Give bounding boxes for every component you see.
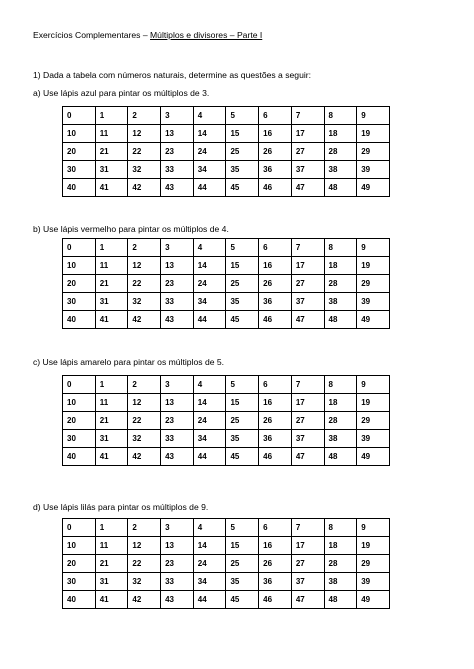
table-row (63, 143, 390, 161)
number-cell[interactable]: 32 (128, 293, 161, 311)
number-cell[interactable]: 37 (291, 293, 324, 311)
number-cell[interactable]: 46 (259, 179, 292, 197)
table-row (63, 394, 390, 412)
instruction-d: d) Use lápis lilás para pintar os múltiplos de 9. (33, 502, 209, 512)
number-cell[interactable]: 5 (226, 107, 259, 125)
number-cell[interactable]: 1 (95, 376, 128, 394)
number-cell[interactable]: 39 (357, 430, 390, 448)
number-cell[interactable]: 43 (161, 448, 194, 466)
number-cell[interactable]: 24 (193, 143, 226, 161)
number-cell[interactable]: 28 (324, 143, 357, 161)
number-cell[interactable]: 29 (357, 143, 390, 161)
number-cell[interactable]: 14 (193, 125, 226, 143)
number-cell[interactable]: 38 (324, 293, 357, 311)
number-cell[interactable]: 41 (95, 311, 128, 329)
number-cell[interactable]: 34 (193, 573, 226, 591)
number-cell[interactable]: 37 (291, 161, 324, 179)
number-cell[interactable]: 39 (357, 293, 390, 311)
table-row (63, 293, 390, 311)
number-cell[interactable]: 3 (161, 519, 194, 537)
number-cell[interactable]: 24 (193, 275, 226, 293)
number-cell[interactable]: 19 (357, 394, 390, 412)
number-cell[interactable]: 0 (63, 519, 96, 537)
number-cell[interactable]: 47 (291, 591, 324, 609)
number-cell[interactable]: 45 (226, 311, 259, 329)
table-row (63, 311, 390, 329)
number-cell[interactable]: 25 (226, 143, 259, 161)
number-cell[interactable]: 19 (357, 537, 390, 555)
number-cell[interactable]: 31 (95, 293, 128, 311)
number-cell[interactable]: 49 (357, 179, 390, 197)
number-cell[interactable]: 11 (95, 125, 128, 143)
number-cell[interactable]: 2 (128, 376, 161, 394)
number-cell[interactable]: 14 (193, 394, 226, 412)
number-cell[interactable]: 17 (291, 125, 324, 143)
number-cell[interactable]: 9 (357, 376, 390, 394)
number-cell[interactable]: 46 (259, 448, 292, 466)
number-cell[interactable]: 33 (161, 293, 194, 311)
number-cell[interactable]: 34 (193, 430, 226, 448)
number-cell[interactable]: 17 (291, 257, 324, 275)
number-cell[interactable]: 4 (193, 519, 226, 537)
number-cell[interactable]: 22 (128, 275, 161, 293)
number-cell[interactable]: 22 (128, 143, 161, 161)
number-cell[interactable]: 34 (193, 161, 226, 179)
number-cell[interactable]: 12 (128, 257, 161, 275)
number-cell[interactable]: 44 (193, 311, 226, 329)
number-cell[interactable]: 14 (193, 537, 226, 555)
number-cell[interactable]: 27 (291, 143, 324, 161)
number-cell[interactable]: 23 (161, 275, 194, 293)
number-cell[interactable]: 43 (161, 311, 194, 329)
number-cell[interactable]: 7 (291, 239, 324, 257)
number-cell[interactable]: 46 (259, 311, 292, 329)
number-cell[interactable]: 15 (226, 257, 259, 275)
number-cell[interactable]: 16 (259, 125, 292, 143)
number-cell[interactable]: 49 (357, 591, 390, 609)
number-cell[interactable]: 18 (324, 394, 357, 412)
number-cell[interactable]: 10 (63, 125, 96, 143)
number-cell[interactable]: 21 (95, 412, 128, 430)
number-cell[interactable]: 15 (226, 537, 259, 555)
number-cell[interactable]: 20 (63, 412, 96, 430)
number-cell[interactable]: 27 (291, 555, 324, 573)
number-cell[interactable]: 29 (357, 412, 390, 430)
number-cell[interactable]: 49 (357, 448, 390, 466)
number-cell[interactable]: 41 (95, 448, 128, 466)
number-cell[interactable]: 47 (291, 448, 324, 466)
number-cell[interactable]: 5 (226, 376, 259, 394)
number-cell[interactable]: 22 (128, 412, 161, 430)
number-cell[interactable]: 30 (63, 293, 96, 311)
number-cell[interactable]: 30 (63, 161, 96, 179)
number-cell[interactable]: 48 (324, 311, 357, 329)
table-row (63, 239, 390, 257)
table-row (63, 519, 390, 537)
number-cell[interactable]: 32 (128, 430, 161, 448)
number-cell[interactable]: 13 (161, 257, 194, 275)
table-row (63, 591, 390, 609)
number-cell[interactable]: 47 (291, 311, 324, 329)
number-cell[interactable]: 19 (357, 257, 390, 275)
number-cell[interactable]: 11 (95, 537, 128, 555)
number-cell[interactable]: 20 (63, 143, 96, 161)
number-cell[interactable]: 0 (63, 107, 96, 125)
number-cell[interactable]: 6 (259, 107, 292, 125)
number-cell[interactable]: 39 (357, 573, 390, 591)
number-table-d (62, 518, 390, 609)
question-1: 1) Dada a tabela com números naturais, determine as questões a seguir: (33, 70, 312, 80)
number-cell[interactable]: 2 (128, 107, 161, 125)
number-cell[interactable]: 45 (226, 448, 259, 466)
number-cell[interactable]: 4 (193, 376, 226, 394)
number-cell[interactable]: 23 (161, 412, 194, 430)
number-cell[interactable]: 30 (63, 573, 96, 591)
number-cell[interactable]: 34 (193, 293, 226, 311)
number-cell[interactable]: 44 (193, 179, 226, 197)
number-cell[interactable]: 18 (324, 125, 357, 143)
number-cell[interactable]: 16 (259, 537, 292, 555)
number-cell[interactable]: 8 (324, 239, 357, 257)
number-cell[interactable]: 3 (161, 107, 194, 125)
number-cell[interactable]: 11 (95, 394, 128, 412)
number-cell[interactable]: 23 (161, 555, 194, 573)
number-cell[interactable]: 31 (95, 430, 128, 448)
number-cell[interactable]: 13 (161, 125, 194, 143)
number-cell[interactable]: 37 (291, 573, 324, 591)
table-row (63, 161, 390, 179)
number-cell[interactable]: 7 (291, 107, 324, 125)
number-cell[interactable]: 45 (226, 591, 259, 609)
number-cell[interactable]: 41 (95, 179, 128, 197)
number-cell[interactable]: 20 (63, 275, 96, 293)
number-cell[interactable]: 5 (226, 239, 259, 257)
table-row (63, 257, 390, 275)
number-cell[interactable]: 40 (63, 591, 96, 609)
number-cell[interactable]: 36 (259, 573, 292, 591)
number-cell[interactable]: 28 (324, 275, 357, 293)
number-cell[interactable]: 8 (324, 376, 357, 394)
number-cell[interactable]: 44 (193, 448, 226, 466)
number-cell[interactable]: 33 (161, 430, 194, 448)
number-cell[interactable]: 42 (128, 179, 161, 197)
title-prefix: Exercícios Complementares – (33, 30, 151, 40)
number-cell[interactable]: 26 (259, 412, 292, 430)
number-cell[interactable]: 42 (128, 448, 161, 466)
number-cell[interactable]: 36 (259, 161, 292, 179)
number-cell[interactable]: 36 (259, 293, 292, 311)
number-cell[interactable]: 2 (128, 519, 161, 537)
number-table-a (62, 106, 390, 197)
number-cell[interactable]: 49 (357, 311, 390, 329)
number-cell[interactable]: 7 (291, 519, 324, 537)
number-cell[interactable]: 20 (63, 555, 96, 573)
table-row (63, 125, 390, 143)
number-cell[interactable]: 26 (259, 275, 292, 293)
number-cell[interactable]: 9 (357, 519, 390, 537)
number-cell[interactable]: 35 (226, 573, 259, 591)
number-cell[interactable]: 26 (259, 143, 292, 161)
number-cell[interactable]: 5 (226, 519, 259, 537)
number-cell[interactable]: 29 (357, 275, 390, 293)
number-cell[interactable]: 4 (193, 239, 226, 257)
number-cell[interactable]: 9 (357, 107, 390, 125)
number-cell[interactable]: 30 (63, 430, 96, 448)
number-cell[interactable]: 29 (357, 555, 390, 573)
number-cell[interactable]: 25 (226, 555, 259, 573)
number-cell[interactable]: 28 (324, 555, 357, 573)
number-cell[interactable]: 27 (291, 275, 324, 293)
number-cell[interactable]: 4 (193, 107, 226, 125)
number-cell[interactable]: 25 (226, 412, 259, 430)
number-cell[interactable]: 15 (226, 394, 259, 412)
number-cell[interactable]: 38 (324, 430, 357, 448)
table-row (63, 555, 390, 573)
number-cell[interactable]: 37 (291, 430, 324, 448)
number-cell[interactable]: 32 (128, 573, 161, 591)
number-cell[interactable]: 28 (324, 412, 357, 430)
number-cell[interactable]: 41 (95, 591, 128, 609)
table-row (63, 179, 390, 197)
number-cell[interactable]: 18 (324, 257, 357, 275)
number-cell[interactable]: 24 (193, 555, 226, 573)
number-cell[interactable]: 43 (161, 591, 194, 609)
number-cell[interactable]: 18 (324, 537, 357, 555)
number-cell[interactable]: 38 (324, 573, 357, 591)
number-cell[interactable]: 35 (226, 161, 259, 179)
number-cell[interactable]: 3 (161, 376, 194, 394)
number-cell[interactable]: 21 (95, 555, 128, 573)
number-cell[interactable]: 10 (63, 394, 96, 412)
number-cell[interactable]: 45 (226, 179, 259, 197)
number-cell[interactable]: 19 (357, 125, 390, 143)
number-cell[interactable]: 48 (324, 591, 357, 609)
number-cell[interactable]: 6 (259, 519, 292, 537)
number-cell[interactable]: 46 (259, 591, 292, 609)
number-cell[interactable]: 23 (161, 143, 194, 161)
number-cell[interactable]: 38 (324, 161, 357, 179)
page-title (33, 30, 262, 40)
number-cell[interactable]: 6 (259, 376, 292, 394)
table-row (63, 376, 390, 394)
number-cell[interactable]: 14 (193, 257, 226, 275)
number-cell[interactable]: 48 (324, 448, 357, 466)
number-cell[interactable]: 21 (95, 143, 128, 161)
number-cell[interactable]: 9 (357, 239, 390, 257)
number-cell[interactable]: 43 (161, 179, 194, 197)
number-cell[interactable]: 27 (291, 412, 324, 430)
number-cell[interactable]: 17 (291, 537, 324, 555)
number-cell[interactable]: 35 (226, 430, 259, 448)
number-cell[interactable]: 40 (63, 311, 96, 329)
number-cell[interactable]: 1 (95, 239, 128, 257)
number-cell[interactable]: 31 (95, 161, 128, 179)
title-topic: Múltiplos e divisores – Parte I (150, 30, 263, 40)
number-cell[interactable]: 16 (259, 394, 292, 412)
number-cell[interactable]: 25 (226, 275, 259, 293)
number-cell[interactable]: 12 (128, 394, 161, 412)
instruction-c: c) Use lápis amarelo para pintar os múltiplos de 5. (33, 357, 225, 367)
number-cell[interactable]: 32 (128, 161, 161, 179)
instruction-a: a) Use lápis azul para pintar os múltiplos de 3. (33, 88, 210, 98)
table-row (63, 537, 390, 555)
number-cell[interactable]: 12 (128, 125, 161, 143)
number-cell[interactable]: 44 (193, 591, 226, 609)
number-cell[interactable]: 11 (95, 257, 128, 275)
number-cell[interactable]: 10 (63, 257, 96, 275)
number-cell[interactable]: 26 (259, 555, 292, 573)
number-cell[interactable]: 0 (63, 239, 96, 257)
number-cell[interactable]: 12 (128, 537, 161, 555)
number-cell[interactable]: 15 (226, 125, 259, 143)
number-cell[interactable]: 17 (291, 394, 324, 412)
number-cell[interactable]: 42 (128, 591, 161, 609)
number-table-c (62, 375, 390, 466)
instruction-b: b) Use lápis vermelho para pintar os múltiplos de 4. (33, 224, 229, 234)
number-cell[interactable]: 1 (95, 519, 128, 537)
number-cell[interactable]: 21 (95, 275, 128, 293)
number-cell[interactable]: 2 (128, 239, 161, 257)
number-cell[interactable]: 8 (324, 107, 357, 125)
number-cell[interactable]: 3 (161, 239, 194, 257)
number-cell[interactable]: 0 (63, 376, 96, 394)
number-cell[interactable]: 13 (161, 394, 194, 412)
number-cell[interactable]: 22 (128, 555, 161, 573)
number-cell[interactable]: 31 (95, 573, 128, 591)
table-row (63, 107, 390, 125)
number-cell[interactable]: 13 (161, 537, 194, 555)
number-cell[interactable]: 36 (259, 430, 292, 448)
number-cell[interactable]: 16 (259, 257, 292, 275)
number-cell[interactable]: 6 (259, 239, 292, 257)
number-cell[interactable]: 39 (357, 161, 390, 179)
number-cell[interactable]: 1 (95, 107, 128, 125)
number-cell[interactable]: 48 (324, 179, 357, 197)
number-cell[interactable]: 33 (161, 573, 194, 591)
table-row (63, 430, 390, 448)
table-row (63, 412, 390, 430)
table-row (63, 275, 390, 293)
number-cell[interactable]: 35 (226, 293, 259, 311)
number-cell[interactable]: 24 (193, 412, 226, 430)
number-table-b (62, 238, 390, 329)
number-cell[interactable]: 47 (291, 179, 324, 197)
number-cell[interactable]: 42 (128, 311, 161, 329)
table-row (63, 573, 390, 591)
number-cell[interactable]: 33 (161, 161, 194, 179)
table-row (63, 448, 390, 466)
number-cell[interactable]: 8 (324, 519, 357, 537)
number-cell[interactable]: 40 (63, 179, 96, 197)
number-cell[interactable]: 7 (291, 376, 324, 394)
number-cell[interactable]: 40 (63, 448, 96, 466)
number-cell[interactable]: 10 (63, 537, 96, 555)
